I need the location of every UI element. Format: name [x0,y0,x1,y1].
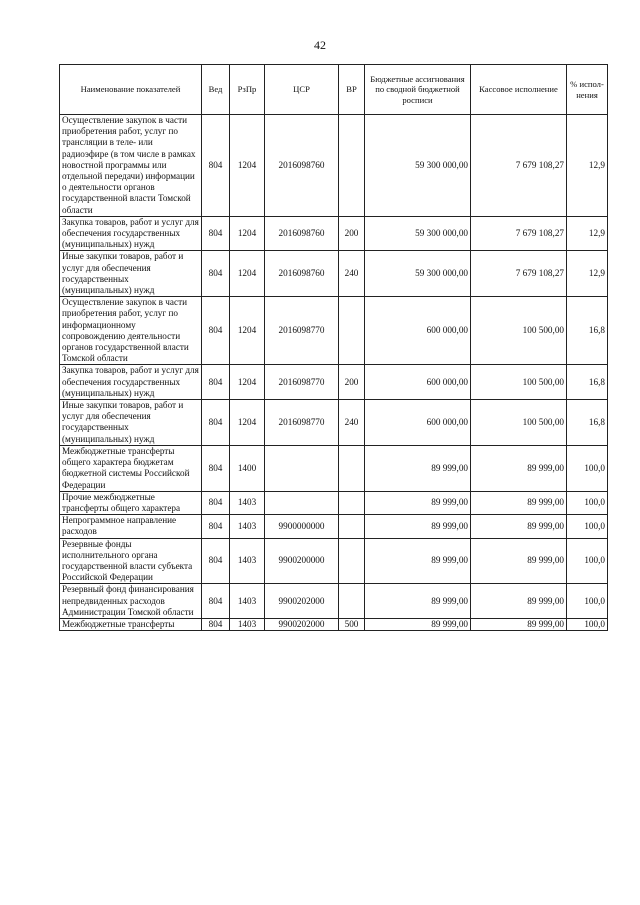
row-cash-cell: 100 500,00 [471,400,567,446]
row-cash-cell: 100 500,00 [471,365,567,400]
row-csr-cell: 9900000000 [265,515,339,538]
row-percent-cell: 100,0 [567,584,608,619]
table-row [60,115,608,217]
row-assignments-cell: 89 999,00 [365,584,471,619]
row-vr-cell [339,491,365,514]
row-vr-cell [339,538,365,584]
row-cash-cell: 89 999,00 [471,584,567,619]
row-name-cell: Резервные фонды исполнительного органа государственной власти субъекта Российской Федерации [60,538,202,584]
row-csr-cell: 2016098760 [265,251,339,297]
row-rzpr-cell: 1204 [230,365,265,400]
header-rzpr: РзПр [230,65,265,115]
table-row [60,515,608,538]
row-vr-cell [339,297,365,365]
row-cash-cell: 89 999,00 [471,491,567,514]
row-rzpr-cell: 1400 [230,445,265,491]
row-percent-cell: 16,8 [567,365,608,400]
page-number: 42 [314,38,326,52]
row-cash-cell: 7 679 108,27 [471,115,567,217]
row-ved-cell: 804 [202,216,230,251]
row-rzpr-cell: 1403 [230,538,265,584]
row-vr-cell [339,115,365,217]
table-row [60,365,608,400]
row-name-cell: Иные закупки товаров, работ и услуг для обеспечения государственных (муниципальных) нужд [60,251,202,297]
row-ved-cell: 804 [202,538,230,584]
row-percent-cell: 12,9 [567,251,608,297]
header-assignments: Бюджетные ассигнования по сводной бюджетной росписи [365,65,471,115]
row-percent-cell: 12,9 [567,216,608,251]
table-row [60,618,608,630]
row-cash-cell: 7 679 108,27 [471,251,567,297]
header-csr: ЦСР [265,65,339,115]
row-assignments-cell: 59 300 000,00 [365,115,471,217]
row-percent-cell: 100,0 [567,445,608,491]
row-rzpr-cell: 1403 [230,491,265,514]
row-rzpr-cell: 1204 [230,115,265,217]
row-assignments-cell: 89 999,00 [365,515,471,538]
row-ved-cell: 804 [202,584,230,619]
row-name-cell: Иные закупки товаров, работ и услуг для обеспечения государственных (муниципальных) нужд [60,400,202,446]
row-vr-cell: 240 [339,400,365,446]
row-csr-cell: 2016098770 [265,365,339,400]
row-rzpr-cell: 1204 [230,400,265,446]
row-cash-cell: 89 999,00 [471,538,567,584]
row-vr-cell [339,445,365,491]
row-csr-cell: 2016098770 [265,297,339,365]
row-percent-cell: 16,8 [567,400,608,446]
row-csr-cell: 2016098760 [265,115,339,217]
table-row [60,584,608,619]
row-ved-cell: 804 [202,365,230,400]
row-assignments-cell: 89 999,00 [365,491,471,514]
row-assignments-cell: 600 000,00 [365,365,471,400]
row-ved-cell: 804 [202,491,230,514]
row-percent-cell: 12,9 [567,115,608,217]
header-vr: ВР [339,65,365,115]
row-percent-cell: 100,0 [567,515,608,538]
row-csr-cell: 2016098770 [265,400,339,446]
row-csr-cell: 9900202000 [265,618,339,630]
row-name-cell: Закупка товаров, работ и услуг для обеспечения государственных (муниципальных) нужд [60,365,202,400]
row-cash-cell: 89 999,00 [471,515,567,538]
table-row [60,491,608,514]
row-percent-cell: 100,0 [567,618,608,630]
row-name-cell: Осуществление закупок в части приобретения работ, услуг по информационному сопровождению деятельности органов государственной власти Томской области [60,297,202,365]
row-percent-cell: 16,8 [567,297,608,365]
table-row [60,445,608,491]
row-percent-cell: 100,0 [567,538,608,584]
row-cash-cell: 89 999,00 [471,445,567,491]
row-vr-cell [339,584,365,619]
row-assignments-cell: 89 999,00 [365,538,471,584]
row-ved-cell: 804 [202,515,230,538]
row-cash-cell: 89 999,00 [471,618,567,630]
row-ved-cell: 804 [202,251,230,297]
header-ved: Вед [202,65,230,115]
row-ved-cell: 804 [202,297,230,365]
header-name: Наименование показателей [60,65,202,115]
row-name-cell: Резервный фонд финансирования непредвиденных расходов Администрации Томской области [60,584,202,619]
row-cash-cell: 7 679 108,27 [471,216,567,251]
table-row [60,538,608,584]
row-assignments-cell: 59 300 000,00 [365,251,471,297]
table-row [60,400,608,446]
row-csr-cell: 2016098760 [265,216,339,251]
row-assignments-cell: 600 000,00 [365,400,471,446]
row-percent-cell: 100,0 [567,491,608,514]
row-vr-cell: 200 [339,365,365,400]
row-ved-cell: 804 [202,618,230,630]
row-ved-cell: 804 [202,115,230,217]
row-csr-cell: 9900200000 [265,538,339,584]
row-rzpr-cell: 1204 [230,216,265,251]
table-row [60,251,608,297]
row-rzpr-cell: 1204 [230,251,265,297]
row-csr-cell [265,491,339,514]
budget-table [59,64,608,631]
row-vr-cell: 500 [339,618,365,630]
row-ved-cell: 804 [202,445,230,491]
row-vr-cell: 200 [339,216,365,251]
row-cash-cell: 100 500,00 [471,297,567,365]
row-name-cell: Непрограммное направление расходов [60,515,202,538]
row-ved-cell: 804 [202,400,230,446]
row-name-cell: Прочие межбюджетные трансферты общего характера [60,491,202,514]
row-assignments-cell: 89 999,00 [365,445,471,491]
row-csr-cell [265,445,339,491]
row-vr-cell [339,515,365,538]
row-rzpr-cell: 1204 [230,297,265,365]
row-assignments-cell: 89 999,00 [365,618,471,630]
header-percent: % испол-нения [567,65,608,115]
header-row [60,65,608,115]
row-name-cell: Осуществление закупок в части приобретения работ, услуг по трансляции в теле- или радиоэфире (в том числе в рамках новостной программы или отдельной передачи) информации о деятельности органов государственной власти Томской области [60,115,202,217]
row-rzpr-cell: 1403 [230,618,265,630]
row-assignments-cell: 59 300 000,00 [365,216,471,251]
row-assignments-cell: 600 000,00 [365,297,471,365]
row-name-cell: Межбюджетные трансферты [60,618,202,630]
header-cash-execution: Кассовое исполнение [471,65,567,115]
row-rzpr-cell: 1403 [230,515,265,538]
row-name-cell: Закупка товаров, работ и услуг для обеспечения государственных (муниципальных) нужд [60,216,202,251]
row-name-cell: Межбюджетные трансферты общего характера бюджетам бюджетной системы Российской Федерации [60,445,202,491]
row-csr-cell: 9900202000 [265,584,339,619]
table-row [60,216,608,251]
row-rzpr-cell: 1403 [230,584,265,619]
row-vr-cell: 240 [339,251,365,297]
table-row [60,297,608,365]
